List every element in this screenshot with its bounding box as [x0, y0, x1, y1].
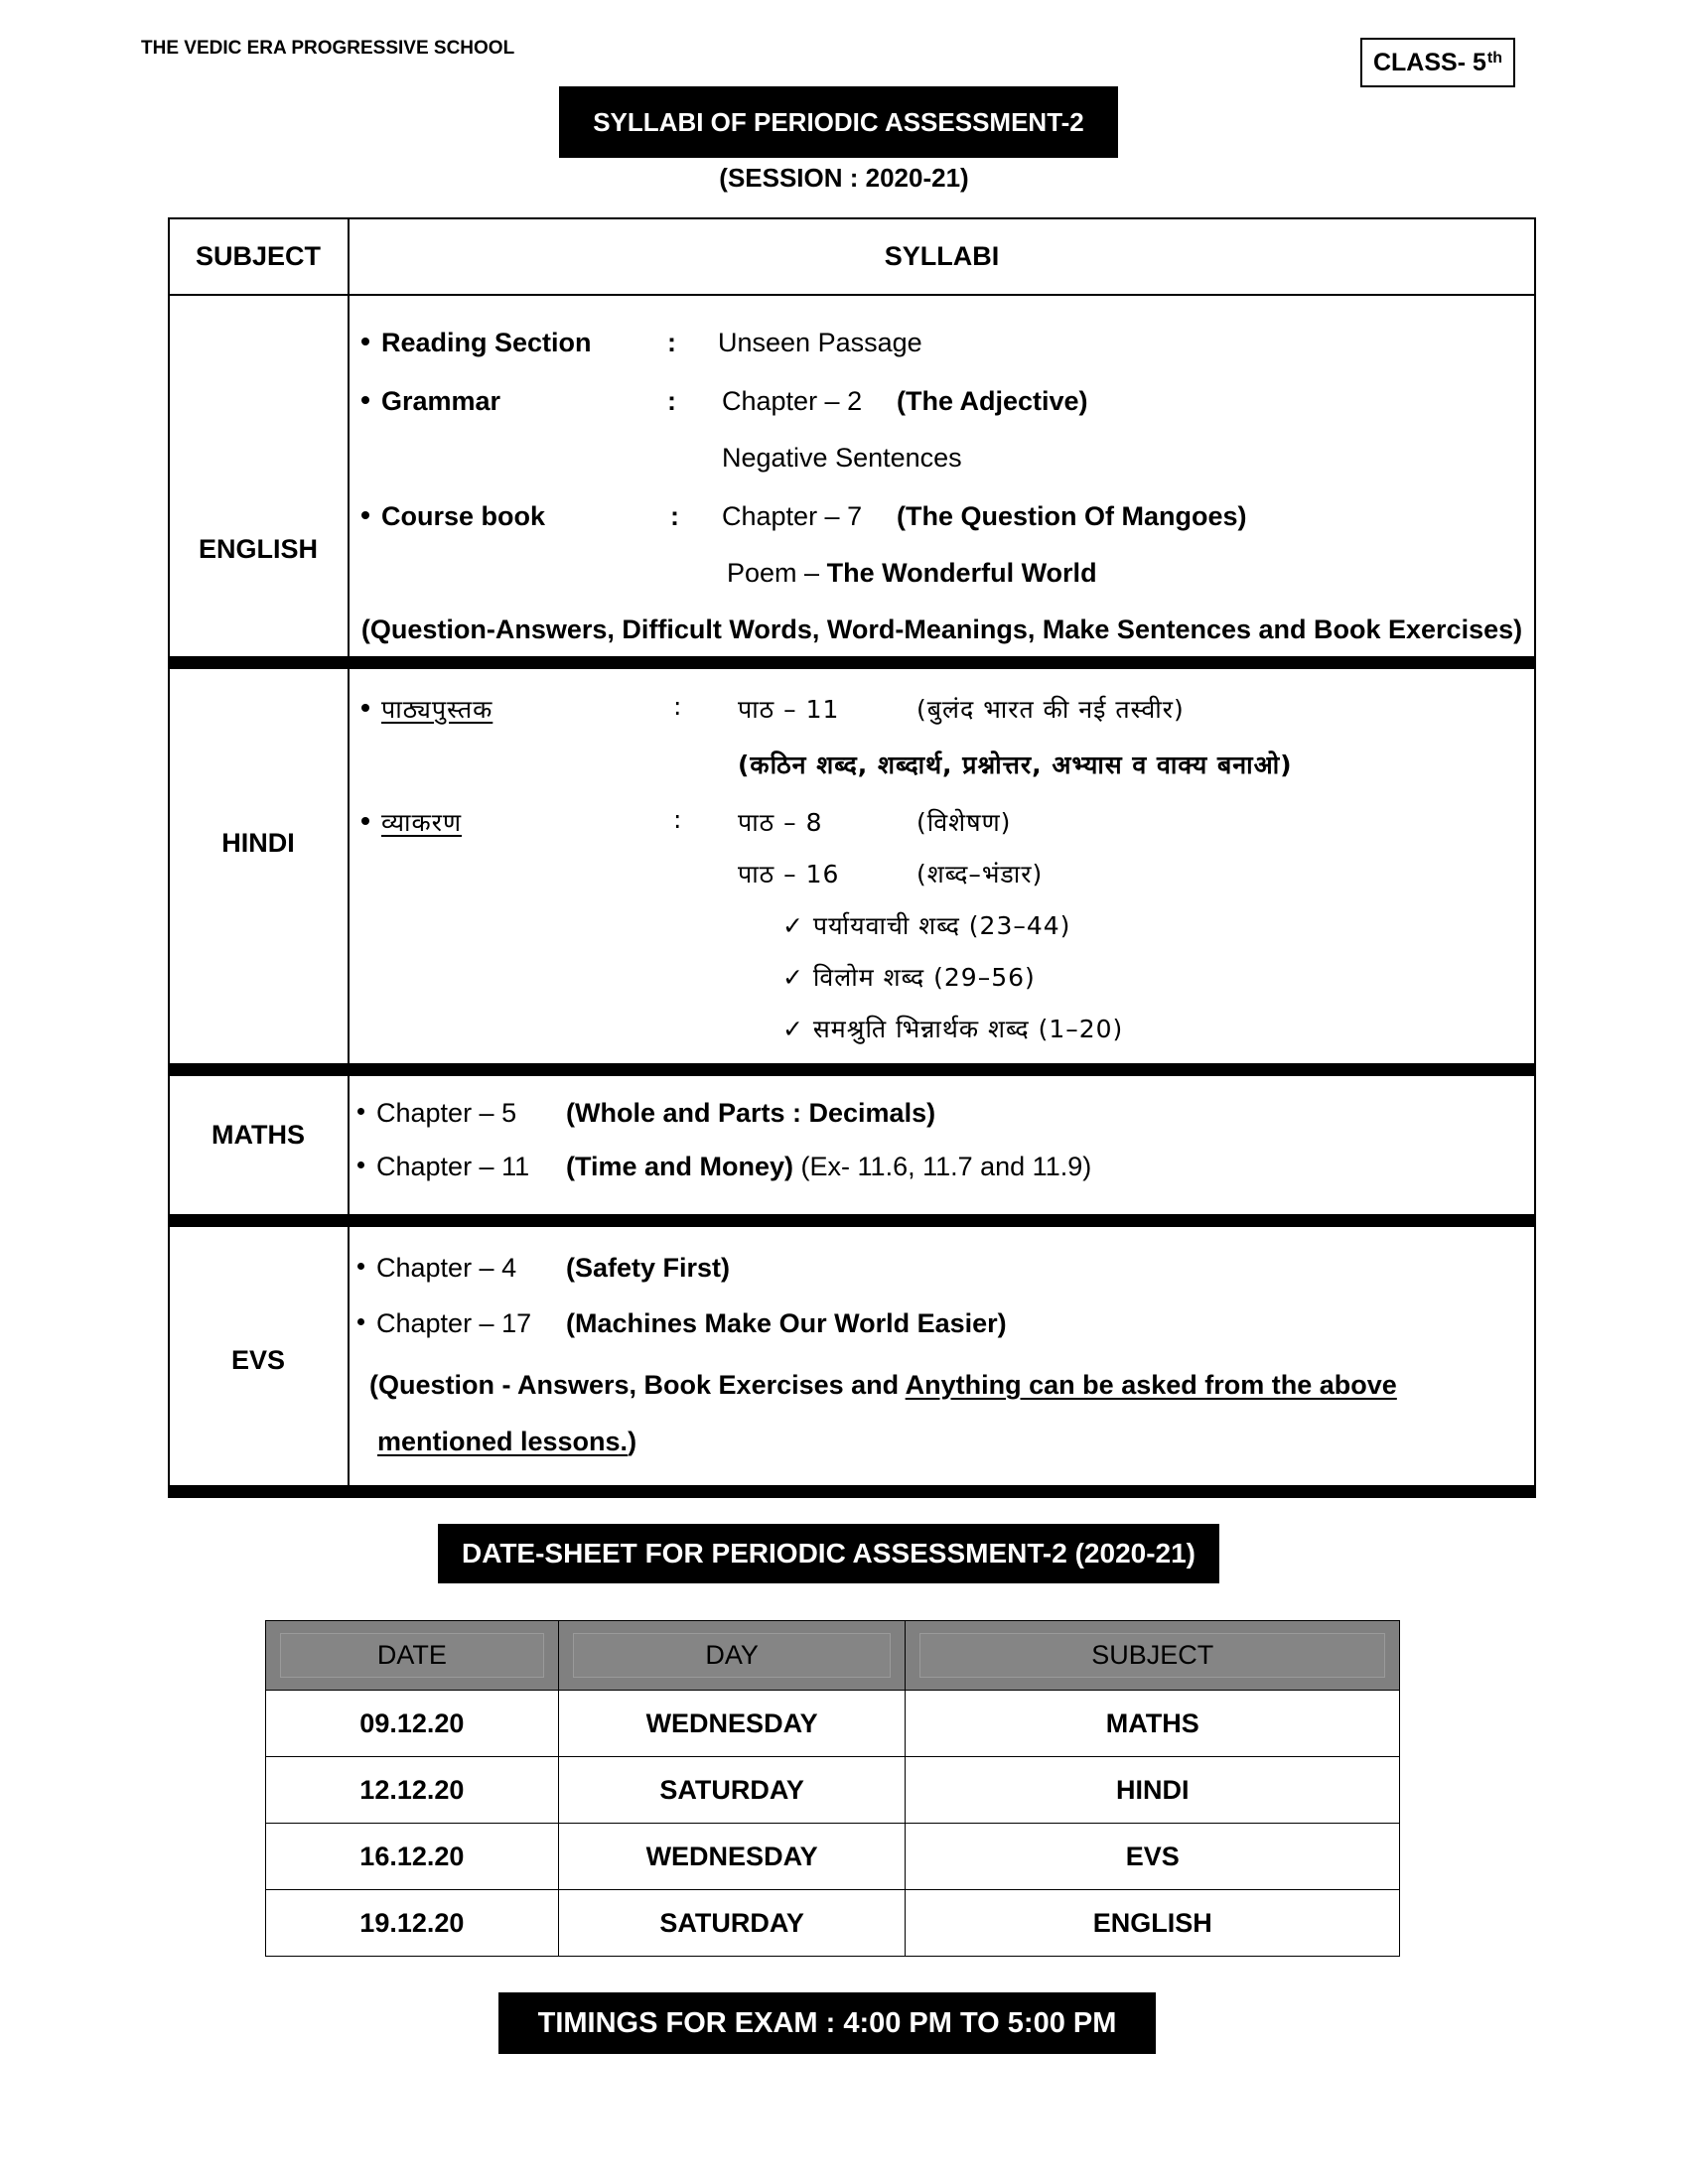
datesheet-day: SATURDAY	[558, 1890, 906, 1957]
colon: :	[673, 692, 683, 721]
datesheet-header-row	[266, 1621, 1400, 1691]
english-grammar-topic: (The Adjective)	[897, 386, 1088, 416]
hindi-checklist-item: ✓ विलोम शब्द (29–56)	[782, 963, 1036, 992]
subject-maths: MATHS	[211, 1120, 305, 1150]
hindi-textbook-label: पाठ्यपुस्तक	[361, 692, 492, 726]
english-grammar-chapter: Chapter – 2	[722, 386, 863, 416]
hindi-row-divider	[168, 1063, 1536, 1076]
hindi-textbook-topic: (बुलंद भारत की नई तस्वीर)	[916, 695, 1185, 724]
english-course-chapter: Chapter – 7	[722, 501, 863, 531]
maths-row-divider	[168, 1214, 1536, 1227]
datesheet-subject: HINDI	[906, 1757, 1400, 1824]
table-column-divider	[348, 217, 350, 1498]
class-sup: th	[1486, 50, 1502, 67]
bullet-icon	[361, 511, 369, 519]
timings-text: TIMINGS FOR EXAM : 4:00 PM TO 5:00 PM	[537, 2006, 1117, 2039]
subject-hindi: HINDI	[221, 828, 295, 858]
evs-note-line-1: (Question - Answers, Book Exercises and Anything can be asked from the above	[369, 1370, 1397, 1400]
hindi-textbook-lesson: पाठ – 11	[738, 695, 840, 724]
hindi-checklist-item: ✓ पर्यायवाची शब्द (23–44)	[782, 911, 1071, 940]
hindi-grammar-lesson-2: पाठ – 16	[738, 860, 840, 888]
evs-chapter-2: Chapter – 17	[357, 1308, 531, 1339]
evs-chapter-2-topic: (Machines Make Our World Easier)	[566, 1308, 1007, 1338]
colon: :	[673, 805, 683, 834]
table-border-bottom	[168, 1485, 1536, 1498]
hindi-grammar-topic-1: (विशेषण)	[916, 808, 1012, 837]
hindi-grammar-label: व्याकरण	[361, 805, 462, 839]
table-row	[266, 1691, 1400, 1757]
english-poem	[727, 558, 1097, 589]
maths-chapter-2-topic: (Time and Money)	[566, 1152, 794, 1181]
class-label: CLASS- 5	[1372, 48, 1486, 76]
datesheet-header-date: DATE	[266, 1621, 559, 1691]
table-row	[266, 1890, 1400, 1957]
bullet-icon	[361, 704, 369, 712]
hindi-textbook-note: (कठिन शब्द, शब्दार्थ, प्रश्नोत्तर, अभ्यास व वाक्य बनाओ)	[738, 751, 1293, 779]
colon: :	[667, 386, 676, 416]
datesheet-subject: MATHS	[906, 1691, 1400, 1757]
check-icon: ✓	[782, 1015, 804, 1043]
check-icon: ✓	[782, 963, 804, 992]
datesheet-header-day: DAY	[558, 1621, 906, 1691]
bullet-icon	[357, 1108, 364, 1115]
english-course-label: Course book	[361, 501, 545, 532]
maths-chapter-2: Chapter – 11	[357, 1152, 529, 1182]
class-box	[1360, 38, 1515, 87]
subject-english: ENGLISH	[198, 534, 318, 564]
hindi-checklist-item: ✓ समश्रुति भिन्नार्थक शब्द (1–20)	[782, 1015, 1124, 1043]
bullet-icon	[357, 1318, 364, 1325]
english-note: (Question-Answers, Difficult Words, Word-Meanings, Make Sentences and Book Exercises)	[360, 614, 1523, 644]
english-grammar-extra: Negative Sentences	[722, 443, 962, 473]
english-grammar-label: Grammar	[361, 386, 500, 417]
bullet-icon	[361, 338, 369, 345]
syllabi-title: SYLLABI OF PERIODIC ASSESSMENT-2	[593, 106, 1084, 137]
colon: :	[667, 328, 676, 357]
school-name: THE VEDIC ERA PROGRESSIVE SCHOOL	[141, 38, 515, 59]
bullet-icon	[361, 817, 369, 825]
datesheet-title-banner	[438, 1524, 1219, 1583]
evs-note-line-2: mentioned lessons.)	[377, 1427, 637, 1456]
datesheet-header-subject: SUBJECT	[906, 1621, 1400, 1691]
table-row	[266, 1757, 1400, 1824]
english-poem-title: The Wonderful World	[826, 558, 1097, 588]
datesheet-subject: ENGLISH	[906, 1890, 1400, 1957]
datesheet-table	[265, 1620, 1400, 1957]
datesheet-day: WEDNESDAY	[558, 1824, 906, 1890]
maths-chapter-1: Chapter – 5	[357, 1098, 516, 1129]
table-border-right	[1534, 217, 1536, 1498]
datesheet-day: WEDNESDAY	[558, 1691, 906, 1757]
subject-evs: EVS	[230, 1345, 286, 1375]
bullet-icon	[357, 1161, 364, 1168]
datesheet-date: 12.12.20	[266, 1757, 559, 1824]
english-reading-label: Reading Section	[361, 328, 592, 358]
timings-banner	[498, 1992, 1156, 2054]
column-header-subject: SUBJECT	[195, 241, 322, 271]
english-course-topic: (The Question Of Mangoes)	[897, 501, 1247, 531]
table-row	[266, 1824, 1400, 1890]
colon: :	[670, 501, 679, 531]
hindi-grammar-topic-2: (शब्द–भंडार)	[916, 860, 1044, 888]
table-border-top	[168, 217, 1536, 219]
maths-chapter-2-extra: (Ex- 11.6, 11.7 and 11.9)	[800, 1152, 1092, 1181]
evs-chapter-1-topic: (Safety First)	[566, 1253, 731, 1283]
english-row-divider	[168, 656, 1536, 669]
english-reading-value: Unseen Passage	[718, 328, 922, 357]
datesheet-title: DATE-SHEET FOR PERIODIC ASSESSMENT-2 (2020-21)	[461, 1538, 1196, 1569]
syllabi-title-banner	[559, 86, 1118, 158]
hindi-grammar-lesson-1: पाठ – 8	[738, 808, 823, 837]
english-poem-prefix: Poem –	[727, 558, 820, 588]
maths-chapter-2-detail	[566, 1152, 1091, 1182]
column-header-syllabi: SYLLABI	[884, 241, 1000, 271]
maths-chapter-1-topic: (Whole and Parts : Decimals)	[566, 1098, 936, 1128]
datesheet-date: 16.12.20	[266, 1824, 559, 1890]
datesheet-subject: EVS	[906, 1824, 1400, 1890]
evs-chapter-1: Chapter – 4	[357, 1253, 516, 1284]
datesheet-day: SATURDAY	[558, 1757, 906, 1824]
bullet-icon	[361, 396, 369, 404]
bullet-icon	[357, 1263, 364, 1270]
table-header-divider	[168, 294, 1536, 296]
check-icon: ✓	[782, 911, 804, 940]
datesheet-date: 19.12.20	[266, 1890, 559, 1957]
session-label: (SESSION : 2020-21)	[719, 163, 969, 193]
datesheet-date: 09.12.20	[266, 1691, 559, 1757]
